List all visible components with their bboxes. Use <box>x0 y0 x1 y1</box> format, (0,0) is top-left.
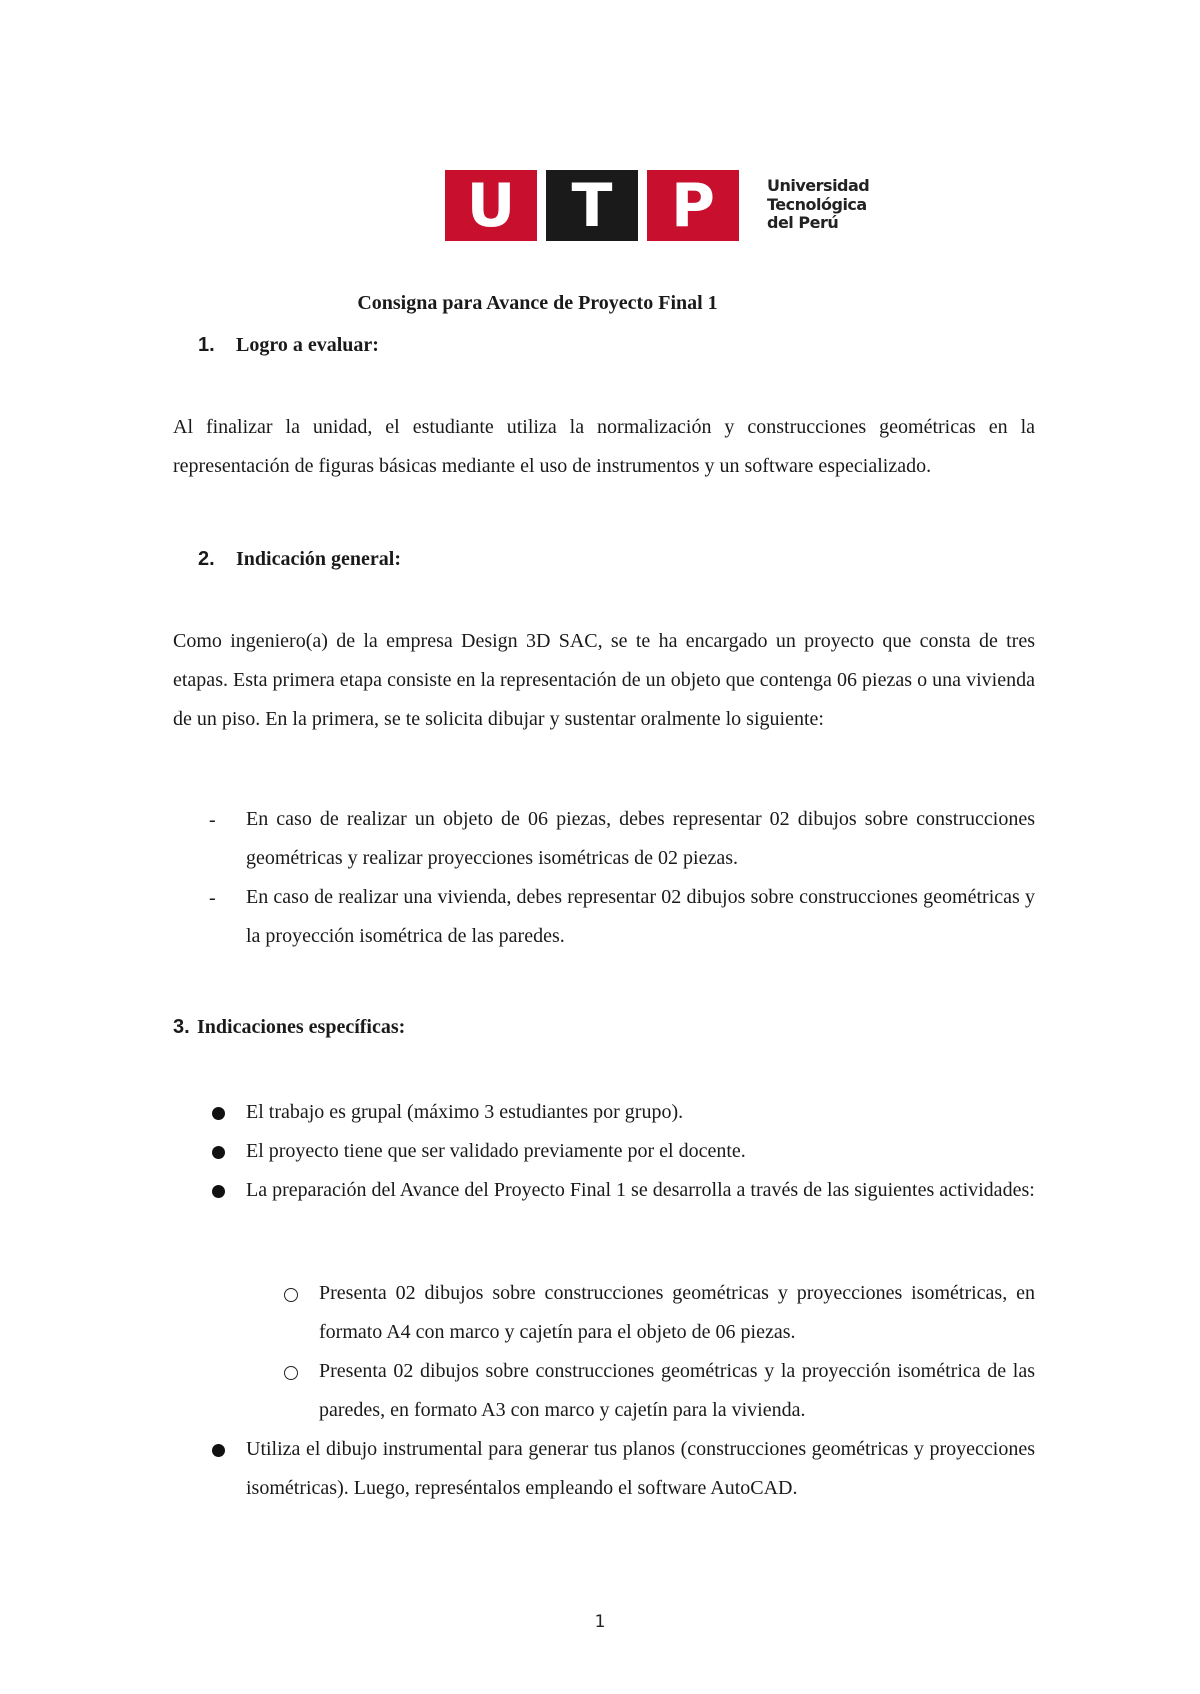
section-2-title: Indicación general: <box>236 548 401 570</box>
logo-text <box>767 177 869 233</box>
bullet-item-3: La preparación del Avance del Proyecto Final 1 se desarrolla a través de las siguientes actividades: <box>246 1179 1035 1201</box>
circle-bullet-icon <box>284 1366 298 1380</box>
logo-text-line-3: del Perú <box>767 213 839 232</box>
logo-letter-t: T <box>571 170 613 241</box>
bullet-item-2: El proyecto tiene que ser validado previamente por el docente. <box>246 1140 746 1162</box>
dash-item-1: En caso de realizar un objeto de 06 piezas, debes representar 02 dibujos sobre construcciones geométricas y realizar proyecciones isométricas de 02 piezas. <box>246 808 1035 869</box>
section-2-number: 2. <box>198 548 215 570</box>
bullet-item-1: El trabajo es grupal (máximo 3 estudiantes por grupo). <box>246 1101 684 1123</box>
section-1-number: 1. <box>198 334 215 356</box>
logo-letter-u: U <box>466 170 516 241</box>
section-1-heading <box>198 334 379 357</box>
utp-logo <box>445 170 870 241</box>
bullet-icon <box>212 1107 225 1120</box>
dash-marker-1: - <box>209 809 216 831</box>
dash-item-2: En caso de realizar una vivienda, debes representar 02 dibujos sobre construcciones geométricas y la proyección isométrica de las paredes. <box>246 886 1035 947</box>
section-1-title: Logro a evaluar: <box>236 334 379 356</box>
section-3-number: 3. <box>173 1016 190 1038</box>
dash-marker-2: - <box>209 887 216 909</box>
sub-bullet-item-2: Presenta 02 dibujos sobre construcciones geométricas y la proyección isométrica de las paredes, en formato A3 con marco y cajetín para la vivienda. <box>319 1360 1035 1421</box>
sub-bullet-item-1: Presenta 02 dibujos sobre construcciones geométricas y proyecciones isométricas, en formato A4 con marco y cajetín para el objeto de 06 piezas. <box>319 1282 1035 1343</box>
section-1-paragraph: Al finalizar la unidad, el estudiante utiliza la normalización y construcciones geométricas en la representación de figuras básicas mediante el uso de instrumentos y un software especializado. <box>173 416 1035 477</box>
section-2-paragraph: Como ingeniero(a) de la empresa Design 3D SAC, se te ha encargado un proyecto que consta de tres etapas. Esta primera etapa consiste en la representación de un objeto que contenga 06 piezas o una vivienda de un piso. En la primera, se te solicita dibujar y sustentar oralmente lo siguiente: <box>173 630 1035 730</box>
logo-letter-p: P <box>671 170 715 241</box>
bullet-item-4: Utiliza el dibujo instrumental para generar tus planos (construcciones geométricas y proyecciones isométricas). Luego, represéntalos empleando el software AutoCAD. <box>246 1438 1035 1499</box>
logo-box-u <box>445 170 537 241</box>
document-title: Consigna para Avance de Proyecto Final 1 <box>357 292 718 314</box>
page-number: 1 <box>594 1612 606 1632</box>
circle-bullet-icon <box>284 1288 298 1302</box>
logo-text-line-2: Tecnológica <box>767 194 867 214</box>
bullet-icon <box>212 1444 225 1457</box>
logo-box-p <box>647 170 739 241</box>
logo-box-t <box>546 170 638 241</box>
section-3-title: Indicaciones específicas: <box>197 1016 406 1038</box>
bullet-icon <box>212 1146 225 1159</box>
bullet-icon <box>212 1185 225 1198</box>
section-2-heading <box>198 548 401 571</box>
section-3-heading <box>173 1016 405 1039</box>
logo-text-line-1: Universidad <box>767 176 870 195</box>
